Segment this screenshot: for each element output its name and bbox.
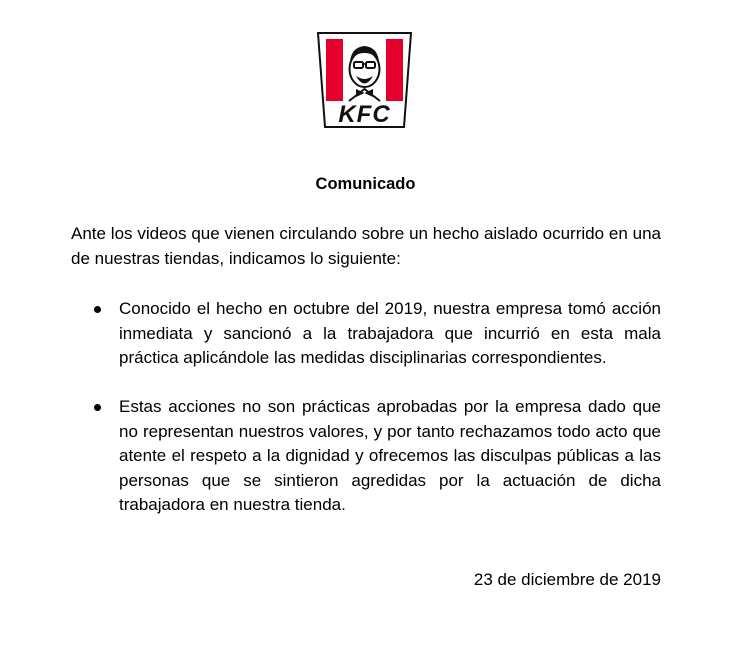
statement-list — [71, 297, 661, 542]
bullet-icon — [94, 404, 101, 411]
list-item — [71, 297, 661, 371]
list-item-text: Estas acciones no son prácticas aprobadas por la empresa dado que no representan nuestros valores, y por tanto rechazamos todo acto que atente el respeto a la dignidad y ofrecemos las disculpas públicas a las personas que se sintieron agredidas por la actuación de dicha trabajadora en nuestra tienda. — [119, 397, 661, 514]
intro-paragraph: Ante los videos que vienen circulando sobre un hecho aislado ocurrido en una de nuestras tiendas, indicamos lo siguiente: — [71, 224, 661, 268]
page-title: Comunicado — [315, 175, 416, 193]
list-item — [71, 395, 661, 518]
kfc-logo — [316, 31, 413, 129]
kfc-logo-text: KFC — [338, 101, 391, 128]
date-line: 23 de diciembre de 2019 — [473, 570, 661, 589]
list-item-text: Conocido el hecho en octubre del 2019, nuestra empresa tomó acción inmediata y sancionó a la trabajadora que incurrió en esta mala práctica aplicándole las medidas disciplinarias correspondientes. — [119, 299, 661, 367]
bullet-icon — [94, 306, 101, 313]
